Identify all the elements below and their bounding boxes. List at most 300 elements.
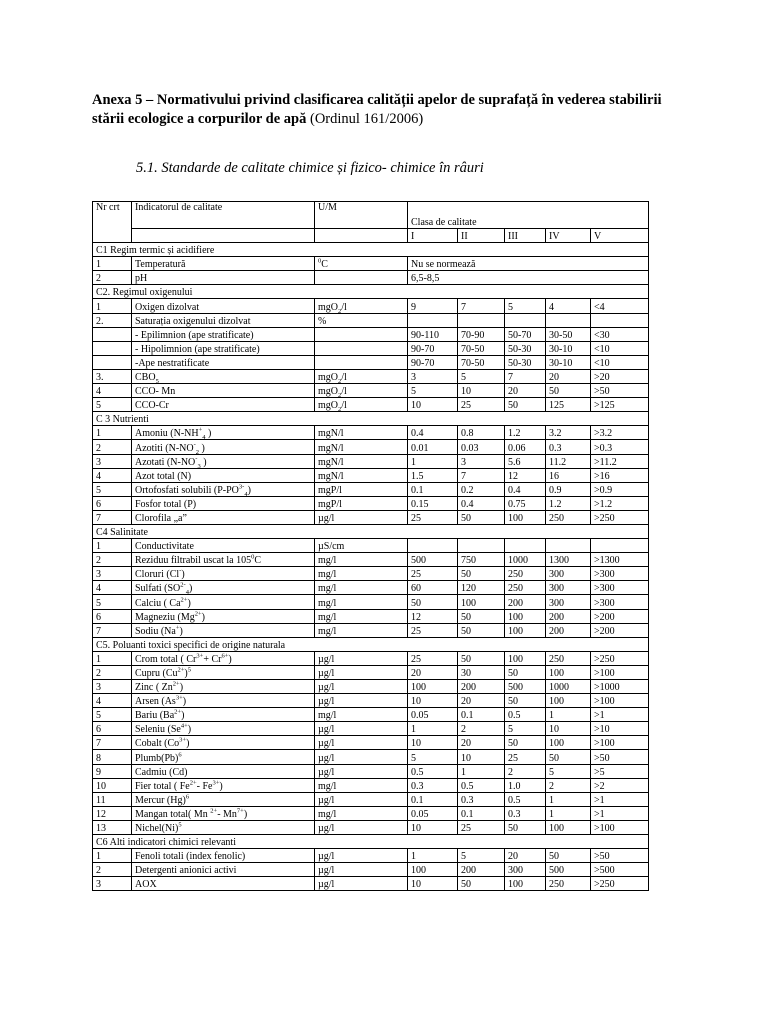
row-value-class-II: 750 [458,553,505,567]
row-value-class-II: 50 [458,609,505,623]
row-value-class-IV: 1 [546,708,591,722]
row-value-class-II: 120 [458,581,505,595]
row-value-class-III [505,539,546,553]
row-nr [93,355,132,369]
row-value-class-I: 25 [408,567,458,581]
row-value-class-I: 5 [408,384,458,398]
row-value-class-V: >3.2 [591,426,649,440]
row-value-class-II: 0.8 [458,426,505,440]
row-indicator: Ortofosfati solubili $(P-PO^{3-}_4)$ [132,482,315,496]
table-row [93,355,649,369]
row-value-class-V: <10 [591,341,649,355]
row-value-class-I: 500 [408,553,458,567]
row-nr: 6 [93,496,132,510]
row-value-class-V [591,539,649,553]
section-title: C1 Regim termic și acidifiere [93,243,649,257]
row-value-class-III: 50 [505,820,546,834]
row-value-class-I: 0.05 [408,708,458,722]
row-value-class-IV [546,539,591,553]
table-row [93,623,649,637]
row-value-class-II: 0.3 [458,792,505,806]
row-value-class-I: 3 [408,369,458,383]
row-nr: 4 [93,384,132,398]
section-row [93,524,649,538]
row-indicator: Bariu $(Ba^{2+})$ [132,708,315,722]
annex-title-bold: Anexa 5 – Normativului privind clasificarea calității apelor de suprafață în vederea stabilirii stării ecologice a corpurilor de apă [92,92,662,127]
row-value-class-I [408,539,458,553]
table-row [93,553,649,567]
row-value-class-III: 2 [505,764,546,778]
header-row [93,202,649,229]
row-value-class-II: 70-90 [458,327,505,341]
row-unit: % [315,313,408,327]
row-value-class-II: 70-50 [458,355,505,369]
table-row [93,341,649,355]
row-indicator: Fenoli totali (index fenolic) [132,849,315,863]
table-row [93,398,649,412]
row-value-class-IV: 500 [546,863,591,877]
row-value-class-III: 100 [505,651,546,665]
row-value-class-III: 200 [505,595,546,609]
row-nr: 2 [93,271,132,285]
row-nr: 4 [93,468,132,482]
row-value-class-III: 0.75 [505,496,546,510]
row-value-class-II: 50 [458,567,505,581]
row-indicator: $Plumb(Pb)^6$ [132,750,315,764]
row-nr: 5 [93,398,132,412]
row-value-class-III: 20 [505,849,546,863]
table-row [93,539,649,553]
row-value-class-I: 0.1 [408,482,458,496]
row-value-class-IV: 300 [546,581,591,595]
row-indicator: Sulfati $(SO^{2-}_4)$ [132,581,315,595]
row-value-class-IV: 5 [546,764,591,778]
section-subtitle: 5.1. Standarde de calitate chimice și fizico- chimice în râuri [136,160,484,176]
row-value-class-I: 0.1 [408,792,458,806]
row-value-class-IV: 125 [546,398,591,412]
row-value-class-IV: 100 [546,736,591,750]
row-indicator: $CBO_5$ [132,369,315,383]
row-value-class-I: 10 [408,398,458,412]
row-value-class-III: 250 [505,567,546,581]
table-row [93,369,649,383]
section-title: C6 Alti indicatori chimici relevanti [93,835,649,849]
row-value-class-II: 10 [458,384,505,398]
row-value-class-I: 25 [408,651,458,665]
row-value-class-V: >1 [591,792,649,806]
row-nr [93,327,132,341]
table-row [93,384,649,398]
table-row [93,271,649,285]
row-nr: 5 [93,595,132,609]
row-value-class-II: 50 [458,510,505,524]
section-title: C2. Regimul oxigenului [93,285,649,299]
row-value-class-IV [546,313,591,327]
row-nr: 2. [93,313,132,327]
row-value-class-IV: 300 [546,595,591,609]
row-value-class-V: >100 [591,665,649,679]
row-indicator: Fosfor total (P) [132,496,315,510]
row-value-class-II: 7 [458,468,505,482]
row-value-class-I: 10 [408,877,458,891]
row-value-class-I: 1 [408,454,458,468]
row-value-class-III: 50 [505,665,546,679]
row-value-class-V: >200 [591,623,649,637]
row-indicator: Crom total ( $Cr^{3+}+ Cr^{6+}$) [132,651,315,665]
row-value-class-V: >250 [591,651,649,665]
table-row [93,694,649,708]
row-value-class-IV: 4 [546,299,591,313]
section-title: C4 Salinitate [93,524,649,538]
row-value-class-I: 90-70 [408,341,458,355]
row-value-class-III: 0.3 [505,806,546,820]
row-value-class-IV: 200 [546,623,591,637]
table-row [93,863,649,877]
annex-title [92,91,692,129]
row-value-class-I: 100 [408,680,458,694]
row-indicator: Azotati ($N-NO^-_3$ ) [132,454,315,468]
row-value-class-V: >50 [591,384,649,398]
row-value-class-III: 500 [505,680,546,694]
row-unit: µg/l [315,722,408,736]
section-row [93,243,649,257]
row-value-class-IV: 1300 [546,553,591,567]
row-value-class-II: 25 [458,820,505,834]
row-value-class-V: >1 [591,708,649,722]
row-indicator: Saturația oxigenului dizolvat [132,313,315,327]
header-indicator-blank [132,229,315,243]
row-value-class-V: >11.2 [591,454,649,468]
table-row [93,595,649,609]
row-unit: mgO$_2$/l [315,299,408,313]
row-value-class-II: 50 [458,651,505,665]
row-unit [315,271,408,285]
row-value-class-II: 0.4 [458,496,505,510]
row-indicator: pH [132,271,315,285]
row-nr: 6 [93,609,132,623]
row-unit: mg/l [315,609,408,623]
row-value-class-I: 25 [408,623,458,637]
row-value-class-III: 5 [505,299,546,313]
row-unit: mg/l [315,806,408,820]
row-value-class-IV: 2 [546,778,591,792]
row-value-class-V: >300 [591,581,649,595]
class-header-V: V [591,229,649,243]
row-value-class-III: 300 [505,863,546,877]
row-value-class-V: >5 [591,764,649,778]
row-value-class-I: 0.15 [408,496,458,510]
row-value-class-V: >100 [591,736,649,750]
row-nr: 2 [93,665,132,679]
table-row [93,327,649,341]
row-unit: µg/l [315,849,408,863]
row-value-class-V: >50 [591,849,649,863]
row-unit: µg/l [315,750,408,764]
row-unit [315,327,408,341]
row-value-class-I: 1.5 [408,468,458,482]
header-um: U/M [315,202,408,229]
table-row [93,468,649,482]
table-row [93,764,649,778]
row-value-class-V: >2 [591,778,649,792]
row-value-class-II: 50 [458,623,505,637]
row-value-class-IV: 30-10 [546,341,591,355]
row-unit: mgN/l [315,426,408,440]
table-row [93,567,649,581]
row-indicator: Cupru $(Cu^{2+})^5$ [132,665,315,679]
row-indicator: CCO-Cr [132,398,315,412]
row-indicator: Temperatură [132,257,315,271]
row-indicator: Seleniu $(Se^{4+})$ [132,722,315,736]
row-value-class-II: 25 [458,398,505,412]
row-unit: mg/l [315,581,408,595]
row-value-class-III: 50-30 [505,341,546,355]
row-unit: mgN/l [315,454,408,468]
row-value-class-I: 100 [408,863,458,877]
row-value-class-V: <10 [591,355,649,369]
row-unit: mg/l [315,708,408,722]
header-nr: Nr crt [93,202,132,243]
row-value-class-III: 100 [505,877,546,891]
row-unit: $^0$C [315,257,408,271]
row-value-class-III: 1000 [505,553,546,567]
row-nr: 3 [93,567,132,581]
row-value-class-I: 10 [408,820,458,834]
row-unit: mgO$_2$/l [315,398,408,412]
header-um-blank [315,229,408,243]
row-value-class-I: 90-110 [408,327,458,341]
row-indicator: Mangan total( Mn $^{2+}$- $Mn^{7+}$) [132,806,315,820]
row-unit: mg/l [315,778,408,792]
row-indicator: Azot total (N) [132,468,315,482]
row-nr: 3 [93,680,132,694]
row-nr: 2 [93,440,132,454]
row-value-class-III: 50-70 [505,327,546,341]
row-value-class-V: <30 [591,327,649,341]
row-nr: 9 [93,764,132,778]
table-row [93,581,649,595]
row-value-class-I: 9 [408,299,458,313]
row-nr: 3 [93,454,132,468]
row-value-class-I: 0.5 [408,764,458,778]
row-indicator: Cobalt $(Co^{3+})$ [132,736,315,750]
row-span-value: 6,5-8,5 [408,271,649,285]
row-value-class-I: 10 [408,694,458,708]
table-row [93,454,649,468]
row-value-class-IV: 0.9 [546,482,591,496]
row-value-class-IV: 100 [546,820,591,834]
row-unit: µg/l [315,764,408,778]
row-value-class-III: 0.5 [505,792,546,806]
row-indicator: Detergenti anionici activi [132,863,315,877]
table-row [93,820,649,834]
row-value-class-V: >16 [591,468,649,482]
row-value-class-IV: 3.2 [546,426,591,440]
row-value-class-V: >20 [591,369,649,383]
row-value-class-V: >10 [591,722,649,736]
row-value-class-I: 50 [408,595,458,609]
row-value-class-II: 5 [458,369,505,383]
row-value-class-II: 7 [458,299,505,313]
row-span-value: Nu se normează [408,257,649,271]
section-row [93,835,649,849]
row-unit: µS/cm [315,539,408,553]
row-unit: µg/l [315,877,408,891]
row-indicator: Fier total ( $Fe^{2+}-$ $Fe^{3+}$) [132,778,315,792]
table-row [93,609,649,623]
row-value-class-II: 2 [458,722,505,736]
row-value-class-III: 5 [505,722,546,736]
quality-standards-table [92,201,649,891]
row-indicator: Azotiti ($N-NO^-_2$ ) [132,440,315,454]
row-value-class-I: 10 [408,736,458,750]
row-value-class-IV: 100 [546,694,591,708]
table-row [93,778,649,792]
row-unit: µg/l [315,680,408,694]
row-nr [93,341,132,355]
row-indicator: Zinc ( $Zn^{2+}$) [132,680,315,694]
table-row [93,708,649,722]
row-value-class-IV: 100 [546,665,591,679]
row-value-class-IV: 16 [546,468,591,482]
row-value-class-III: 7 [505,369,546,383]
row-value-class-II: 20 [458,736,505,750]
row-value-class-I: 60 [408,581,458,595]
row-nr: 3 [93,877,132,891]
row-value-class-V: >0.3 [591,440,649,454]
row-unit [315,341,408,355]
row-indicator: Amoniu ($N-NH^+_4$ ) [132,426,315,440]
row-value-class-IV: 250 [546,651,591,665]
table-row [93,736,649,750]
header-clasa: Clasa de calitate [408,202,649,229]
row-value-class-IV: 1.2 [546,496,591,510]
row-indicator: Arsen $(As^{3+})$ [132,694,315,708]
row-value-class-I: 0.4 [408,426,458,440]
row-indicator: AOX [132,877,315,891]
row-value-class-I: 0.05 [408,806,458,820]
row-indicator: Conductivitate [132,539,315,553]
row-value-class-V: <4 [591,299,649,313]
row-indicator: Magneziu $(Mg^{2+})$ [132,609,315,623]
row-unit: mgO$_2$/l [315,369,408,383]
row-indicator: Clorofila „a” [132,510,315,524]
annex-title-order: (Ordinul 161/2006) [306,111,424,127]
row-nr: 1 [93,849,132,863]
row-value-class-IV: 250 [546,877,591,891]
row-nr: 5 [93,708,132,722]
section-row [93,412,649,426]
row-nr: 1 [93,299,132,313]
row-nr: 1 [93,539,132,553]
row-value-class-III: 1.2 [505,426,546,440]
row-unit: µg/l [315,792,408,806]
row-unit: µg/l [315,820,408,834]
row-value-class-II: 200 [458,680,505,694]
row-unit: µg/l [315,694,408,708]
row-value-class-II: 0.5 [458,778,505,792]
row-value-class-IV: 20 [546,369,591,383]
row-value-class-IV: 50 [546,750,591,764]
section-title: C 3 Nutrienti [93,412,649,426]
row-unit: µg/l [315,510,408,524]
row-value-class-V: >1 [591,806,649,820]
row-unit: µg/l [315,736,408,750]
row-indicator: Mercur $(Hg)^6$ [132,792,315,806]
table-row [93,806,649,820]
row-nr: 12 [93,806,132,820]
row-unit: mgP/l [315,496,408,510]
row-value-class-I: 12 [408,609,458,623]
row-unit: mg/l [315,553,408,567]
row-value-class-III: 5.6 [505,454,546,468]
table-body [93,202,649,891]
row-value-class-I: 90-70 [408,355,458,369]
row-indicator: - Hipolimnion (ape stratificate) [132,341,315,355]
section-title: C5. Poluanti toxici specifici de origine naturala [93,637,649,651]
row-value-class-IV: 50 [546,384,591,398]
row-value-class-III: 250 [505,581,546,595]
row-value-class-V: >1300 [591,553,649,567]
table-row [93,257,649,271]
row-unit: mgP/l [315,482,408,496]
row-nr: 7 [93,510,132,524]
row-value-class-V: >50 [591,750,649,764]
row-nr: 4 [93,581,132,595]
row-value-class-II [458,313,505,327]
table-row [93,750,649,764]
row-unit: µg/l [315,863,408,877]
table-row [93,426,649,440]
row-value-class-I: 0.01 [408,440,458,454]
row-value-class-IV: 50 [546,849,591,863]
row-nr: 1 [93,426,132,440]
row-value-class-II: 100 [458,595,505,609]
row-value-class-III: 25 [505,750,546,764]
row-value-class-V: >250 [591,877,649,891]
row-nr: 3. [93,369,132,383]
row-value-class-II: 0.2 [458,482,505,496]
row-indicator: Sodiu (Na+) [132,623,315,637]
table-row [93,313,649,327]
row-indicator: CCO- Mn [132,384,315,398]
row-value-class-I: 20 [408,665,458,679]
table-row [93,510,649,524]
row-unit: mgN/l [315,468,408,482]
row-indicator: Calciu ( $Ca^{2+}$) [132,595,315,609]
row-value-class-II: 10 [458,750,505,764]
table-row [93,849,649,863]
row-value-class-III: 0.5 [505,708,546,722]
class-header-I: I [408,229,458,243]
row-value-class-V: >0.9 [591,482,649,496]
row-value-class-IV: 30-50 [546,327,591,341]
row-value-class-I: 1 [408,722,458,736]
row-value-class-II: 0.1 [458,806,505,820]
header-indicator: Indicatorul de calitate [132,202,315,229]
row-value-class-V [591,313,649,327]
row-indicator: Cloruri (Cl-) [132,567,315,581]
row-value-class-II: 0.1 [458,708,505,722]
row-unit: µg/l [315,665,408,679]
table-row [93,877,649,891]
row-value-class-V: >1000 [591,680,649,694]
row-nr: 7 [93,736,132,750]
row-nr: 6 [93,722,132,736]
row-nr: 2 [93,863,132,877]
row-nr: 7 [93,623,132,637]
row-unit [315,355,408,369]
